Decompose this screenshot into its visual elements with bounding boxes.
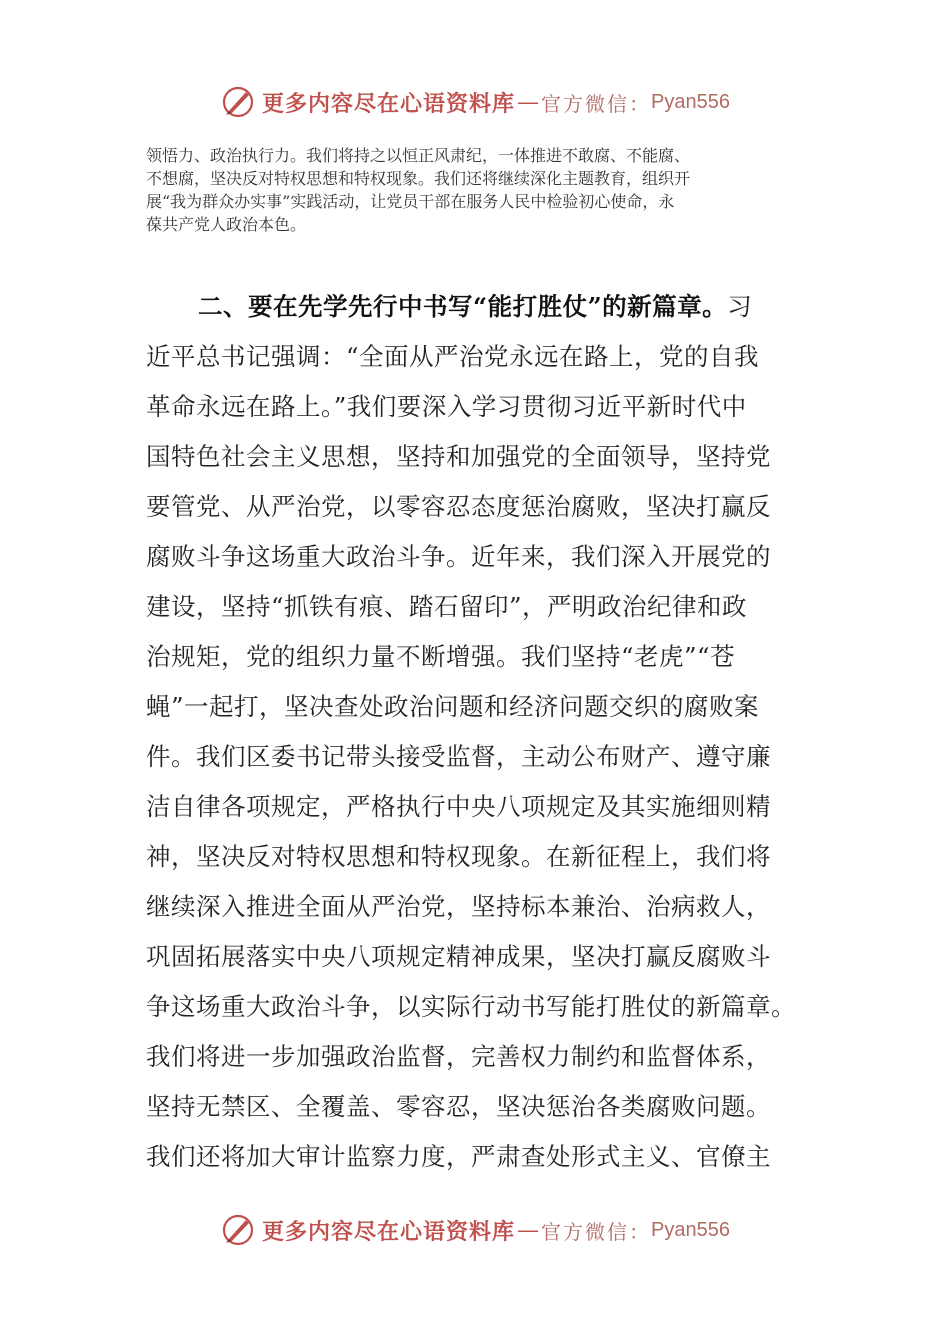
section-first-line-rest: 习 [727, 292, 753, 321]
body-line: 坚持无禁区、全覆盖、零容忍，坚决惩治各类腐败问题。 [146, 1092, 771, 1121]
body-line: 继续深入推进全面从严治党，坚持标本兼治、治病救人， [146, 892, 771, 921]
body-line: 我们将进一步加强政治监督，完善权力制约和监督体系， [146, 1042, 771, 1071]
header-banner [0, 82, 950, 122]
banner-dash: — [517, 89, 540, 115]
pen-logo-icon [220, 84, 256, 120]
body-line: 国特色社会主义思想，坚持和加强党的全面领导，坚持党 [146, 442, 771, 471]
body-line: 要管党、从严治党，以零容忍态度惩治腐败，坚决打赢反 [146, 492, 771, 521]
section-first-line [146, 282, 846, 332]
body-line: 争这场重大政治斗争，以实际行动书写能打胜仗的新篇章。 [146, 992, 796, 1021]
banner-account: Pyan556 [651, 1218, 730, 1241]
pen-logo-icon [220, 1212, 256, 1248]
body-line: 神，坚决反对特权思想和特权现象。在新征程上，我们将 [146, 842, 771, 871]
body-line: 建设，坚持“抓铁有痕、踏石留印”，严明政治纪律和政 [146, 592, 748, 621]
body-line: 件。我们区委书记带头接受监督，主动公布财产、遵守廉 [146, 742, 771, 771]
body-line: 治规矩，党的组织力量不断增强。我们坚持“老虎”“苍 [146, 642, 736, 671]
body-line: 革命永远在路上。”我们要深入学习贯彻习近平新时代中 [146, 392, 747, 421]
paragraph-line: 葆共产党人政治本色。 [146, 215, 307, 234]
body-line: 洁自律各项规定，严格执行中央八项规定及其实施细则精 [146, 792, 771, 821]
section-body [146, 282, 846, 1182]
body-line: 巩固拓展落实中央八项规定精神成果，坚决打赢反腐败斗 [146, 942, 771, 971]
body-line: 蝇”一起打，坚决查处政治问题和经济问题交织的腐败案 [146, 692, 760, 721]
banner-wechat-label: 官方微信： [541, 91, 652, 116]
banner-wechat-label: 官方微信： [541, 1219, 652, 1244]
top-paragraph [146, 144, 806, 236]
banner-brand: 更多内容尽在心语资料库 [262, 90, 516, 117]
banner-account: Pyan556 [651, 90, 730, 113]
paragraph-line: 领悟力、政治执行力。我们将持之以恒正风肃纪，一体推进不敢腐、不能腐、 [146, 146, 691, 165]
banner-brand: 更多内容尽在心语资料库 [262, 1218, 516, 1245]
paragraph-line: 展“我为群众办实事”实践活动，让党员干部在服务人民中检验初心使命，永 [146, 192, 675, 211]
body-line: 我们还将加大审计监察力度，严肃查处形式主义、官僚主 [146, 1142, 771, 1171]
body-line: 腐败斗争这场重大政治斗争。近年来，我们深入开展党的 [146, 542, 771, 571]
banner-dash: — [517, 1217, 540, 1243]
section-heading: 二、要在先学先行中书写“能打胜仗”的新篇章。 [198, 292, 728, 321]
footer-banner [0, 1210, 950, 1250]
body-line: 近平总书记强调：“全面从严治党永远在路上，党的自我 [146, 342, 760, 371]
paragraph-line: 不想腐，坚决反对特权思想和特权现象。我们还将继续深化主题教育，组织开 [146, 169, 691, 188]
